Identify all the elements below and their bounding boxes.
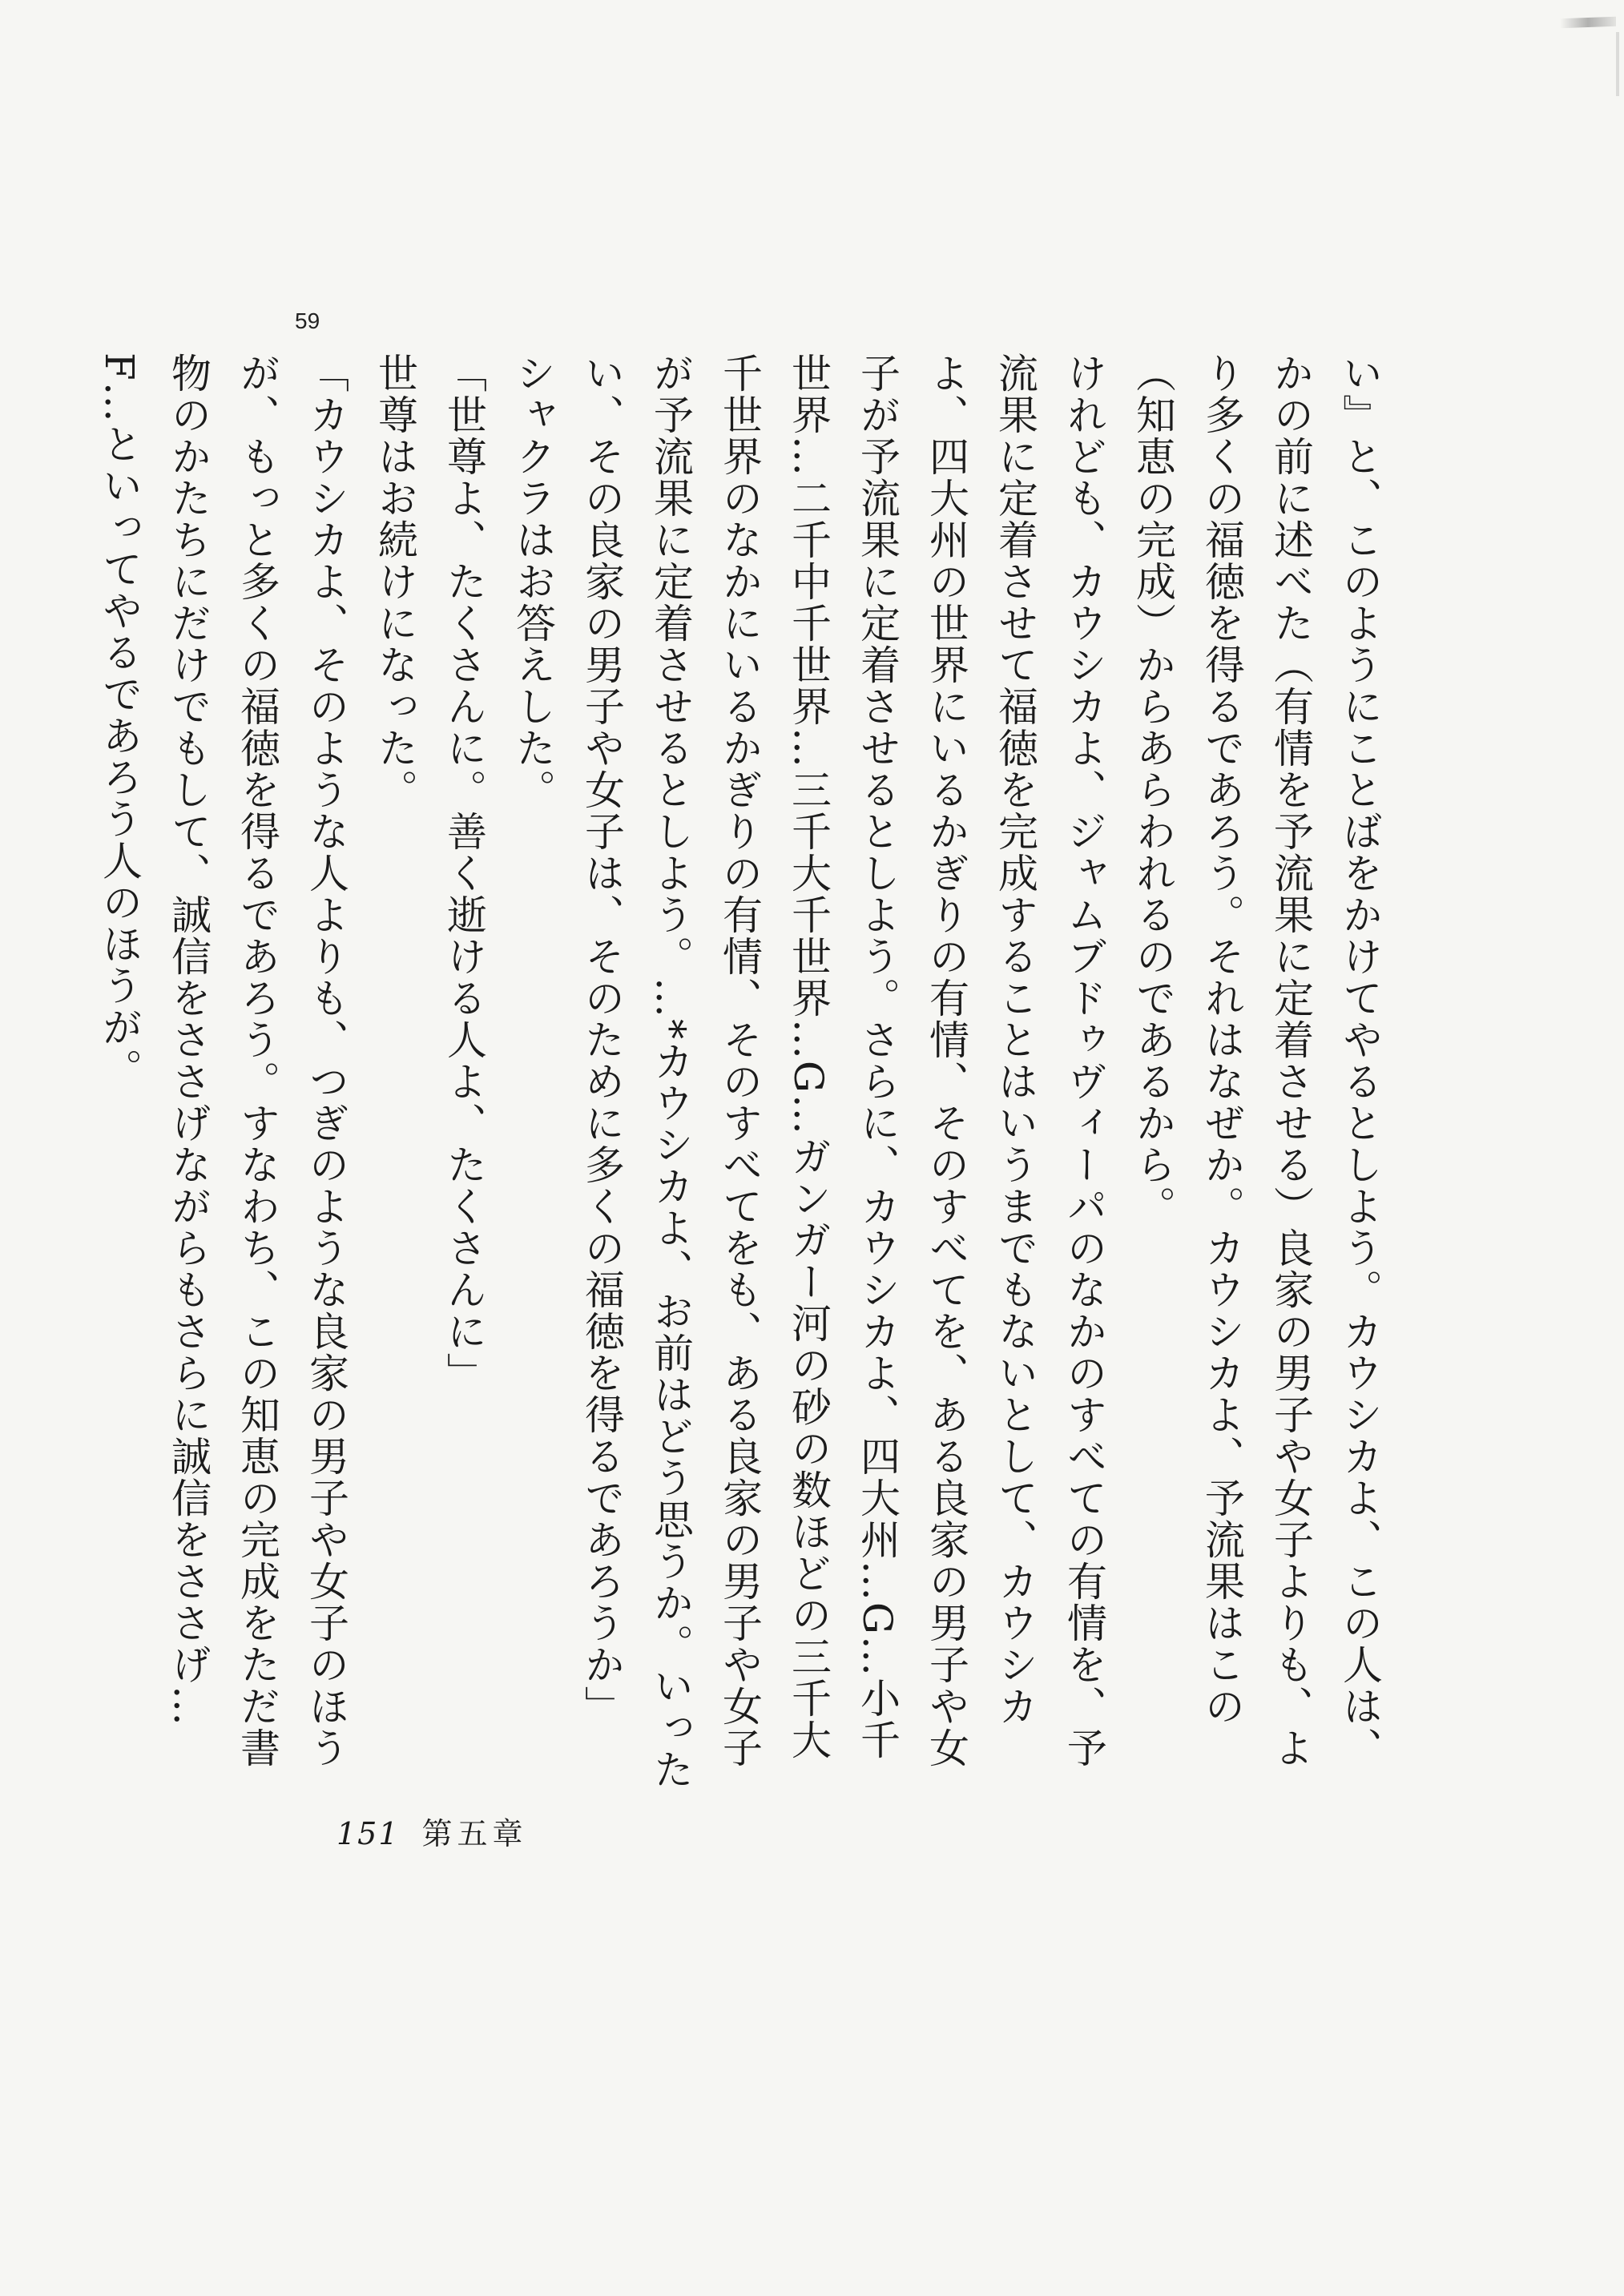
paragraph: い』と、このようにことばをかけてやるとしよう。カウシカよ、この人は、かの前に述べた（有情を予流果に定着させる）良家の男子や女子よりも、より多くの福徳を得るであろう。それはなぜか。カウシカよ、予流果はこの（知恵の完成）からあらわれるのであるから。 (1130, 352, 1383, 1769)
paragraph: 「世尊よ、たくさんに。善く逝ける人よ、たくさんに」 (441, 352, 487, 1394)
paragraph: 「カウシカよ、そのような人よりも、つぎのような良家の男子や女子のほうが、もっと多くの福徳を得るであろう。すなわち、この知恵の完成をただ書物のかたちにだけでもして、誠信をささげながらもさらに誠信をささげ…F…といってやるであろう人のほうが。 (96, 352, 349, 1769)
chapter-title: 第五章 (421, 1816, 528, 1851)
margin-number: 59 (295, 308, 320, 333)
paragraph: 世尊はお続けになった。 (372, 352, 418, 811)
vertical-body-text (96, 352, 1394, 1795)
page-footer (336, 1809, 528, 1853)
paragraph: シャクラはお答えした。 (510, 352, 556, 811)
paragraph: けれども、カウシカよ、ジャムブドゥヴィーパのなかのすべての有情を、予流果に定着させて福徳を完成することはいうまでもないとして、カウシカよ、四大州の世界にいるかぎりの有情、そのすべてを、ある良家の男子や女子が予流果に定着させるとしよう。さらに、カウシカよ、四大州…G…小千世界…二千中千世界…三千大千世界…G…ガンガー河の砂の数ほどの三千大千世界のなかにいるかぎりの有情、そのすべてをも、ある良家の男子や女子が予流果に定着させるとしよう。…*カウシカよ、お前はどう思うか。いったい、その良家の男子や女子は、そのために多くの福徳を得るであろうか」 (578, 352, 1107, 1790)
scan-artifact (1560, 17, 1616, 28)
page-number: 151 (336, 1816, 400, 1851)
scan-artifact-edge (1616, 32, 1619, 96)
